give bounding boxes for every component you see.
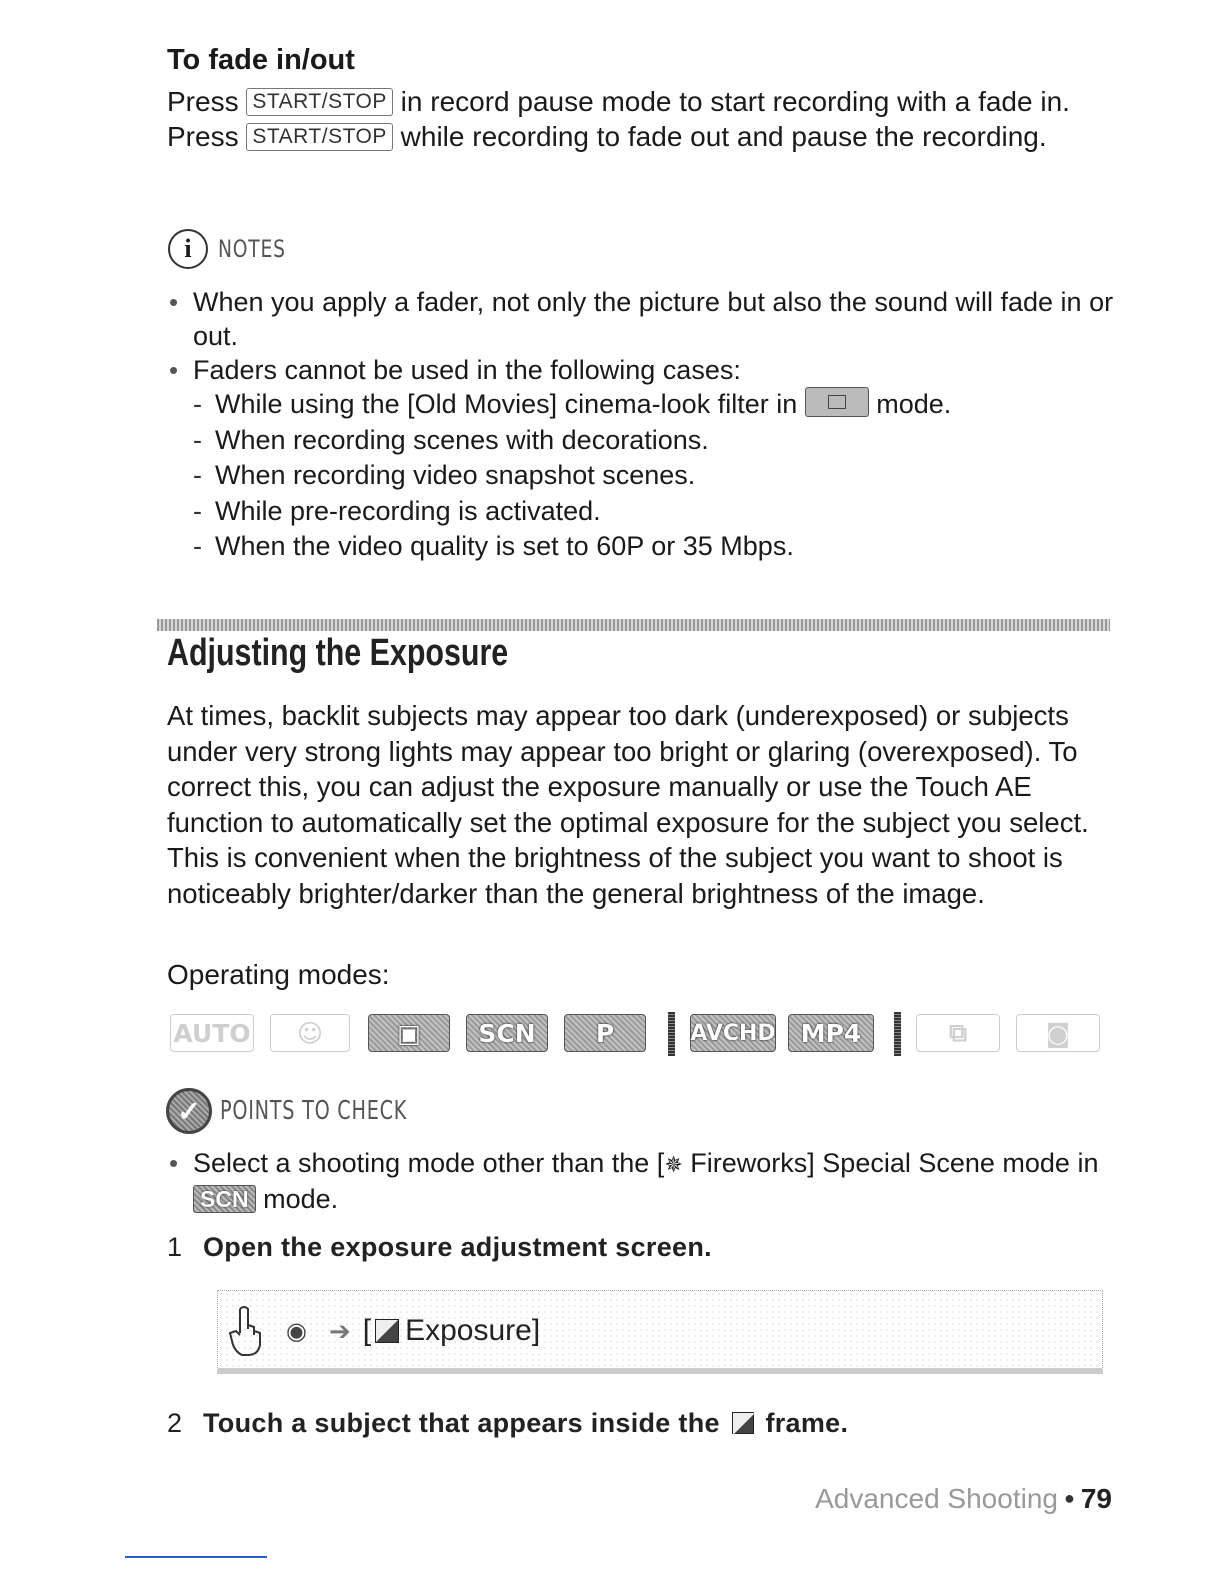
- mode-separator: [668, 1012, 675, 1056]
- exposure-icon: [375, 1319, 399, 1343]
- footer-bullet: ●: [1063, 1488, 1075, 1508]
- step-text: frame.: [765, 1408, 849, 1438]
- mode-avchd-icon: AVCHD: [690, 1014, 776, 1052]
- op-label: Exposure]: [405, 1314, 541, 1347]
- case-text: mode.: [876, 389, 952, 419]
- op-bracket: [: [362, 1314, 372, 1347]
- fade-text-1: Press: [167, 86, 239, 117]
- check-list: [167, 1146, 1117, 1217]
- step-2: [167, 1408, 848, 1439]
- fireworks-icon: ✵: [664, 1152, 683, 1177]
- section-title: Adjusting the Exposure: [167, 632, 509, 674]
- notes-list: [167, 285, 1117, 565]
- step-1: [167, 1232, 712, 1263]
- mode-auto-icon: AUTO: [170, 1014, 254, 1052]
- faders-cases-list: [193, 387, 1117, 565]
- page-number: 79: [1080, 1483, 1112, 1514]
- notes-header: [168, 226, 305, 272]
- list-item: - When recording video snapshot scenes.: [193, 458, 1117, 494]
- step-number: 1: [167, 1232, 183, 1262]
- fade-heading: To fade in/out: [167, 44, 355, 76]
- start-stop-key: START/STOP: [246, 123, 393, 151]
- mode-video-icon: ⧉: [916, 1014, 1000, 1052]
- operation-row: [228, 1303, 540, 1359]
- list-item: [193, 387, 1117, 423]
- step-text: Open the exposure adjustment screen.: [203, 1232, 712, 1262]
- list-item: - When the video quality is set to 60P or 35 Mbps.: [193, 529, 1117, 565]
- check-text: Select a shooting mode other than the [: [193, 1148, 665, 1178]
- page-footer: [815, 1483, 1112, 1515]
- exposure-body: At times, backlit subjects may appear too dark (underexposed) or subjects under very strong lights may appear too bright or glaring (overexposed). To correct this, you can adjust the exposure manually or use the Touch AE function to automatically set the optimal exposure for the subject you select. This is convenient when the brightness of the subject you want to shoot is noticeably brighter/darker than the general brightness of the image.: [167, 700, 1089, 909]
- footer-section: Advanced Shooting: [815, 1483, 1058, 1514]
- fade-text-3: while recording to fade out and pause the recording.: [400, 121, 1047, 152]
- mode-mp4-icon: MP4: [788, 1014, 874, 1052]
- points-to-check-header: [166, 1085, 473, 1137]
- start-stop-key: START/STOP: [246, 88, 393, 116]
- check-text: Fireworks] Special Scene mode in: [690, 1148, 1099, 1178]
- mode-cinema-icon: ▣: [368, 1014, 450, 1052]
- points-to-check-label: POINTS TO CHECK: [220, 1096, 408, 1126]
- step-text: Touch a subject that appears inside the: [203, 1408, 720, 1438]
- touch-hand-icon: [228, 1305, 264, 1357]
- list-item: - When recording scenes with decorations.: [193, 423, 1117, 459]
- list-item: [167, 1146, 1117, 1217]
- operating-modes-bar: [170, 1014, 1110, 1054]
- list-item: - While pre-recording is activated.: [193, 494, 1117, 530]
- check-text: mode.: [263, 1184, 339, 1214]
- cinema-mode-icon: [805, 387, 869, 417]
- checkmark-icon: ✓: [166, 1088, 212, 1134]
- mode-p-icon: P: [564, 1014, 646, 1052]
- mode-photo-icon: ◙: [1016, 1014, 1100, 1052]
- fade-text-2: in record pause mode to start recording with a fade in. Press: [167, 86, 1070, 152]
- operation-box: [217, 1290, 1103, 1374]
- list-item: • When you apply a fader, not only the picture but also the sound will fade in or out.: [167, 285, 1117, 353]
- scn-mode-icon: SCN: [193, 1185, 256, 1213]
- mode-scn-icon: SCN: [466, 1014, 548, 1052]
- bottom-rule: [125, 1556, 267, 1558]
- faders-cases-intro: Faders cannot be used in the following cases:: [193, 355, 741, 385]
- exposure-frame-icon: [732, 1412, 754, 1434]
- arrow-right-icon: ➔: [328, 1315, 351, 1346]
- case-text: While using the [Old Movies] cinema-look filter in: [215, 389, 798, 419]
- camera-menu-icon: ◉: [286, 1317, 307, 1345]
- info-icon: i: [168, 229, 208, 269]
- list-item: [167, 353, 1117, 565]
- section-divider: [157, 619, 1110, 631]
- mode-baby-icon: ☺: [270, 1014, 350, 1052]
- operating-modes-label: Operating modes:: [167, 959, 390, 990]
- step-number: 2: [167, 1408, 183, 1438]
- notes-label: NOTES: [218, 235, 286, 263]
- mode-separator: [894, 1012, 901, 1056]
- fade-paragraph: [167, 84, 1117, 154]
